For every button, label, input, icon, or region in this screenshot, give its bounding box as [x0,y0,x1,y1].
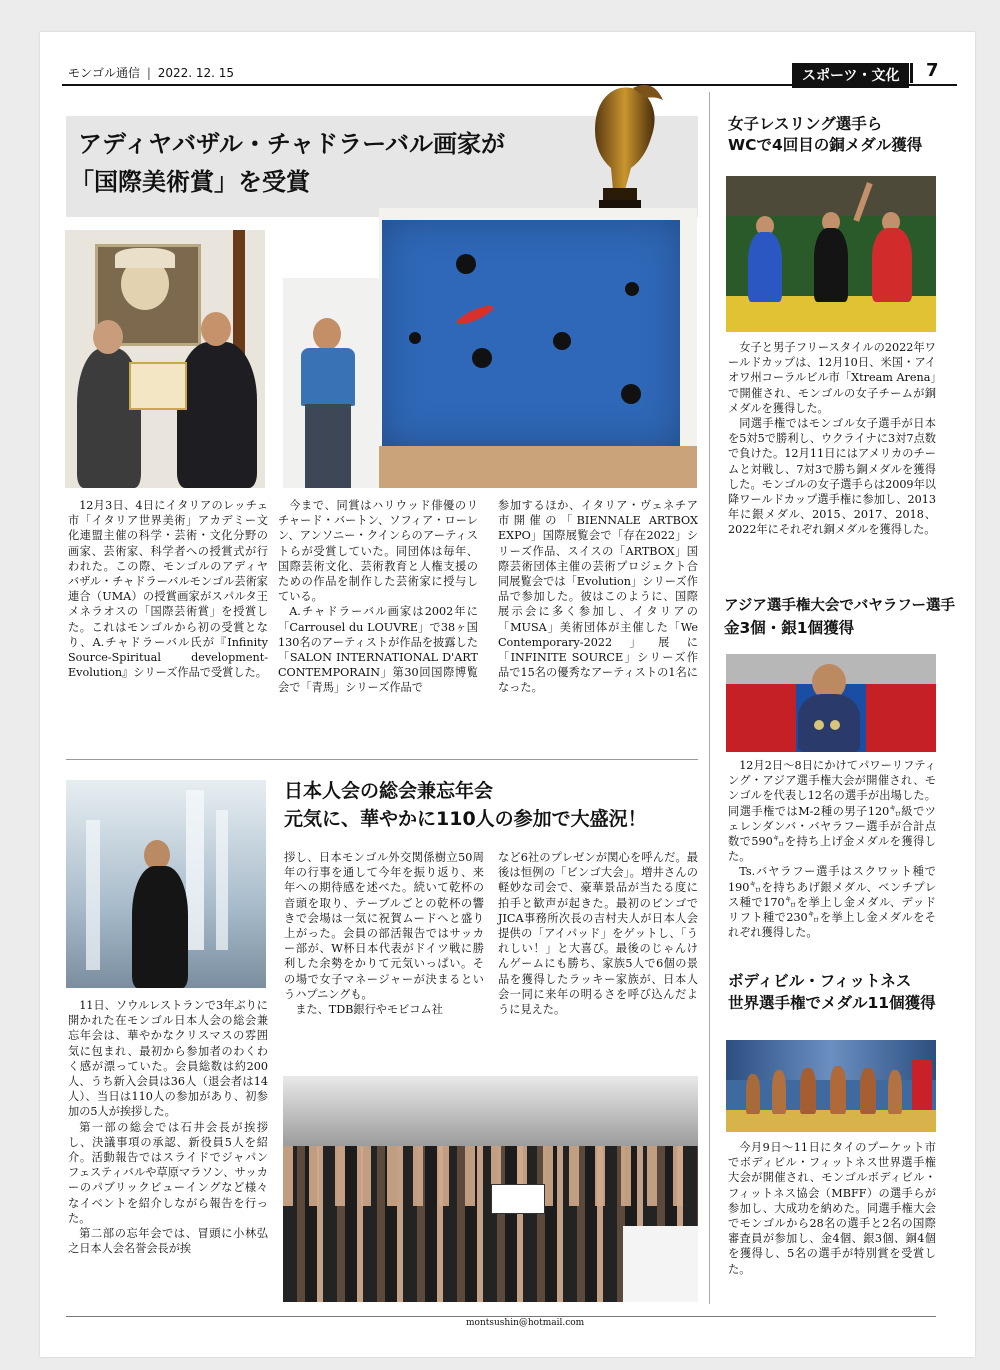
main-col3-para-1: 参加するほか、イタリア・ヴェネチア市開催の「BIENNALE ARTBOX EXPO」国際展覧会で「存在2022」シリーズ作品、スイスの「ARTBOX」国際芸術団体主催の芸術プロジェクト合同展覧会では「Evolution」シリーズ作品で参加した。彼はこのように、国際展示会に多く参加し、イタリアの「MUSA」美術団体が主催した「We Contemporary-2022」展に「INFINITE SOURCE」シリーズ作品で15名の優秀なアーティストの1名になった。 [498,499,698,695]
footer-email: montsushin@hotmail.com [466,1318,585,1328]
powerlifting-headline-line1: アジア選手権大会でバヤラフー選手 [724,598,955,614]
main-headline-line2: 「国際美術賞」を受賞 [70,168,310,196]
section-badge: スポーツ・文化 [792,63,909,88]
party-col3-para-1: など6社のプレゼンが関心を呼んだ。最後は恒例の「ビンゴ大会」。増井さんの軽妙な司会で、豪華景品が当たる度に拍手と歓声が起きた。最初のビンゴでJICA事務所次長の吉村夫人が日本人会提供の「アイパッド」をゲットし、「うれしい！」と大喜び。最後のじゃんけんゲームにも勝ち、家族5人で6個の景品を獲得したラッキー家族が、日本人会一同に来年の明るさを呼び込んだように見えた。 [498,851,698,1017]
footer-rule [66,1316,936,1317]
sidebar-divider [709,92,710,1304]
party-headline-line1: 日本人会の総会兼忘年会 [284,780,494,802]
wrestling-para-2: 同選手権ではモンゴル女子選手が日本を5対5で勝利し、ウクライナに3対7点数で負けた。12月11日にはアメリカのチームと対戦し、7対3で勝ち銅メダルを獲得した。モンゴルの女子選手らは2009年以降ワールドカップ選手権に参加し、2013年に銀メダル、2015、2017、2018、2022年にそれぞれ銅メダルを獲得した。 [728,417,936,537]
wrestling-para-1: 女子と男子フリースタイルの2022年ワールドカップは、12月10日、米国・アイオワ州コーラルビル市「Xtream Arena」で開催され、モンゴルの女子チームが銅メダルを獲得した。 [728,341,936,415]
header-rule [62,84,957,86]
party-article-column-1 [68,998,268,1256]
party-col1-para-1: 11日、ソウルレストランで3年ぶりに開かれた在モンゴル日本人会の総会兼忘年会は、華やかなクリスマスの雰囲気に包まれ、最初から参加者のわくわく感が漂っていた。会員総数は約200人、うち新入会員は36人（退会者は14人）、当日は110人の参加があり、初参加の5人が挨拶した。 [68,999,268,1119]
bodybuilding-photo [726,1040,936,1132]
party-headline-line2: 元気に、華やかに110人の参加で大盛況！ [284,808,647,830]
page-number: 7 [926,60,939,81]
powerlifting-article-body [728,758,936,940]
award-ceremony-photo [65,230,265,488]
party-col2-para-2: また、TDB銀行やモビコム社 [295,1003,443,1017]
painter-photo [283,278,379,488]
party-col1-para-2: 第一部の総会では石井会長が挨拶し、決議事項の承認、新役員5人を紹介。活動報告ではスライドでジャパンフェスティバルや草原マラソン、サッカーのパブリックビューイングなど様々なイベントを紹介しながら報告を行った。 [68,1120,268,1225]
party-article-column-3 [498,850,698,1017]
powerlifting-para-2: Ts.バヤラフー選手はスクワット種で190㌔を持ちあげ銀メダル、ベンチプレス種で170㌔を挙上し金メダル、デッドリフト種で230㌔を挙上し金メダルをそれぞれ獲得した。 [728,865,936,940]
main-headline-line1: アディヤバザル・チャドラーバル画家が [78,130,505,158]
party-article-column-2 [284,850,484,1017]
wrestling-headline-line1: 女子レスリング選手ら [728,115,883,133]
wrestling-headline-line2: WCで4回目の銅メダル獲得 [728,136,923,154]
powerlifting-para-1: 12月2日～8日にかけてパワーリフティング・アジア選手権大会が開催され、モンゴルを代表し12名の選手が出場した。同選手権ではM-2種の男子120㌔級でツェレンダンバ・バヤラフー選手が合計点数で590㌔を持ち上げ金メダルを獲得した。 [728,759,936,864]
main-article-column-3 [498,498,698,696]
bodybuilding-para-1: 今月9日～11日にタイのプーケット市でボディビル・フィットネス世界選手権大会が開催され、モンゴルボディビル・フィットネス協会（MBFF）の選手らが参加し、大成功を納めた。同選手権大会でモンゴルから28名の選手と2名の国際審査員が参加し、金4個、銀3個、銅4個を獲得し、5名の選手が特別賞を受賞した。 [728,1141,936,1276]
bodybuilding-headline-line2: 世界選手権でメダル11個獲得 [728,994,936,1012]
main-article-column-2 [278,498,478,696]
main-col2-para-1: 今まで、同賞はハリウッド俳優のリチャード・バートン、ソフィア・ローレン、アンソニー・クインらのアーティストらが受賞していた。同団体は毎年、国際芸術文化、芸術教育と人権支援のための作品を制作した芸術家に授与している。 [278,499,478,604]
main-col1-para-1: 12月3日、4日にイタリアのレッチェ市「イタリア世界美術」アカデミー文化連盟主催の科学・芸術・文化分野の画家、芸術家、科学者への授賞式が行われた。この際、モンゴルのアディヤバザル・チャドラーバルモンゴル芸術家連合（UMA）の授賞画家がスパルタ王メネラオスの「国際芸術賞」を授賞した。これはモンゴルから初の受賞となり、A.チャドラーバル氏が『Infinity Source-Spiritual development-Evolution』シリーズ作品で受賞した。 [68,499,268,680]
article-divider [66,759,698,760]
main-article-column-1 [68,498,268,680]
speaker-photo [66,780,266,988]
issue-date: 2022. 12. 15 [157,66,235,80]
party-col1-para-3: 第二部の忘年会では、冒頭に小林弘之日本人会名誉会長が挨 [68,1227,268,1256]
paper-name: モンゴル通信 [68,66,141,80]
powerlifting-headline-line2: 金3個・銀1個獲得 [724,619,855,637]
bodybuilding-article-body [728,1140,936,1277]
newspaper-page [40,32,975,1357]
page-header-left: モンゴル通信 | 2022. 12. 15 [68,66,235,80]
wrestling-photo [726,176,936,332]
powerlifting-photo [726,654,936,752]
main-col2-para-2: A.チャドラーバル画家は2002年に「Carrousel du LOUVRE」で38ヶ国130名のアーティストが作品を披露した「SALON INTERNATIONAL D'ART CONTEMPORAIN」第30回国際博覧会で「青馬」シリーズ作品で [278,605,478,695]
bodybuilding-headline-line1: ボディビル・フィットネス [728,972,912,990]
blue-painting-photo [379,208,697,488]
party-col2-para-1: 拶し、日本モンゴル外交関係樹立50周年の行事を通して今年を振り返り、来年への期待感を述べた。続いて乾杯の音頭を取り、テーブルごとの乾杯の響きで会場は一気に祝賀ムードへと盛り上がった。会員の部活報告ではサッカー部が、W杯日本代表がドイツ戦に勝利した余勢をかりて元気いっぱい。その場で女子マネージャーが決まるというハプニングも。 [284,851,484,1001]
group-photo [283,1076,698,1302]
wrestling-article-body [728,340,936,538]
